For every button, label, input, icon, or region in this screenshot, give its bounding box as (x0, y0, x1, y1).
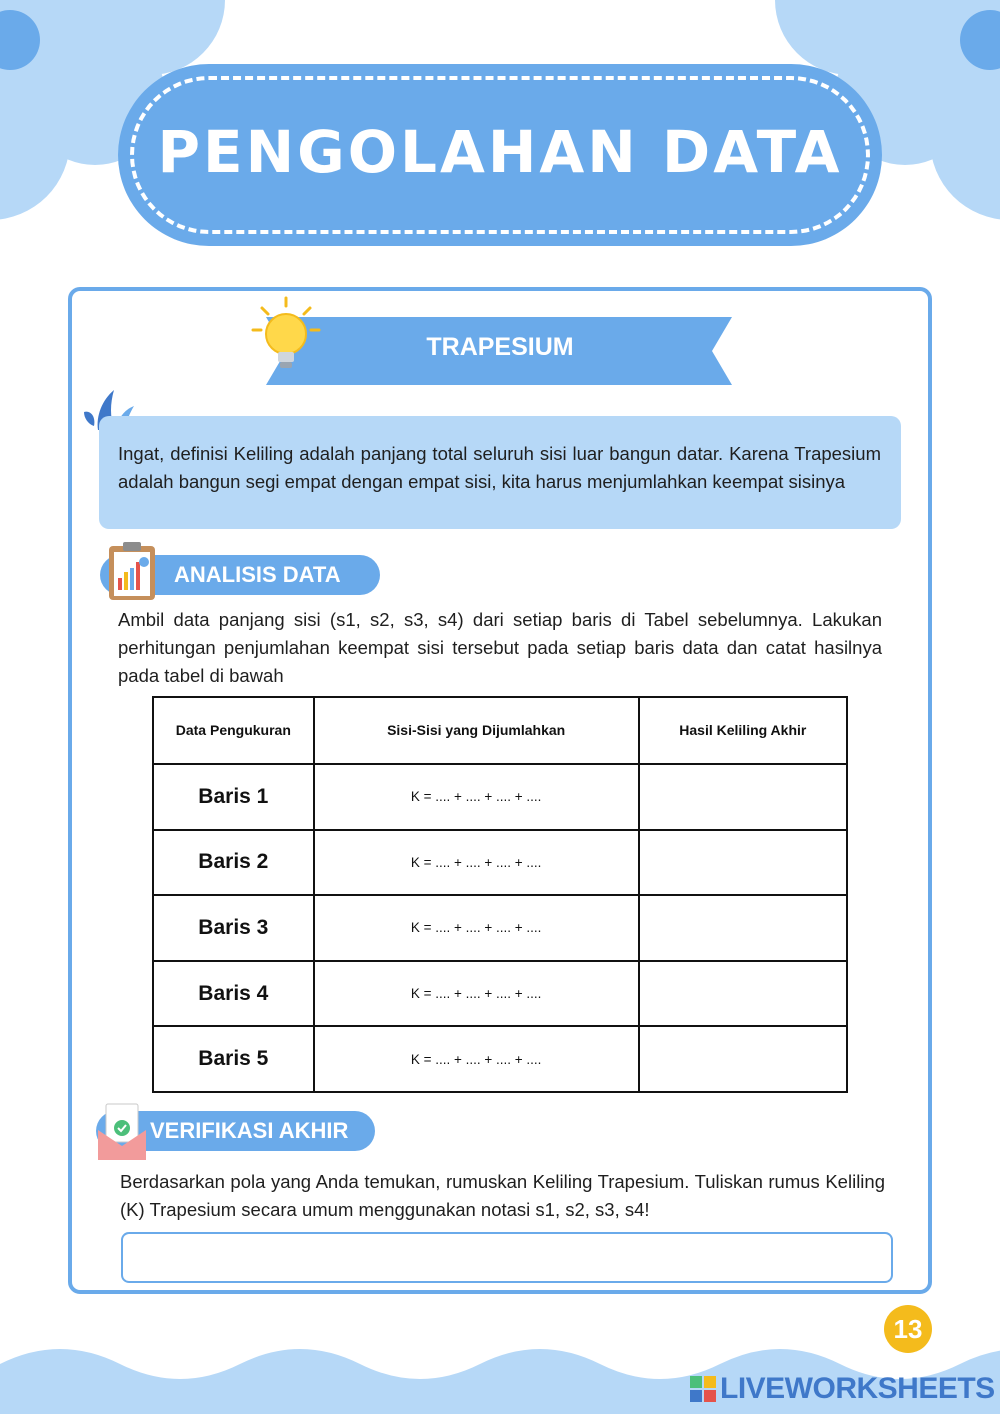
verification-envelope-icon (96, 1100, 148, 1162)
liveworksheets-logo-icon (690, 1376, 716, 1402)
row-label: Baris 3 (153, 895, 314, 961)
header-data-pengukuran: Data Pengukuran (153, 697, 314, 764)
section-header-analisis: ANALISIS DATA (100, 555, 380, 595)
row-label: Baris 2 (153, 830, 314, 896)
result-input-cell[interactable] (639, 961, 847, 1027)
info-text: Ingat, definisi Keliling adalah panjang total seluruh sisi luar bangun datar. Karena Trapesium adalah bangun segi empat dengan empat sisi, kita harus menjumlahkan keempat sisinya (118, 443, 881, 492)
result-input-cell[interactable] (639, 895, 847, 961)
table-row (153, 895, 847, 961)
brand-footer (690, 1372, 995, 1406)
page-number-badge: 13 (884, 1305, 932, 1353)
verifikasi-instructions: Berdasarkan pola yang Anda temukan, rumuskan Keliling Trapesium. Tuliskan rumus Keliling (K) Trapesium secara umum menggunakan notasi s1, s2, s3, s4! (120, 1171, 885, 1220)
perimeter-table (152, 696, 848, 1093)
row-label: Baris 4 (153, 961, 314, 1027)
answer-input[interactable] (121, 1232, 893, 1283)
table-row (153, 830, 847, 896)
row-label: Baris 1 (153, 764, 314, 830)
formula-cell: K = .... + .... + .... + .... (314, 764, 639, 830)
table-row (153, 1026, 847, 1092)
table-row (153, 764, 847, 830)
clipboard-chart-icon (105, 540, 159, 602)
header-sisi-dijumlahkan: Sisi-Sisi yang Dijumlahkan (314, 697, 639, 764)
info-box (99, 416, 901, 529)
table-row (153, 961, 847, 1027)
table-header-row (153, 697, 847, 764)
result-input-cell[interactable] (639, 1026, 847, 1092)
row-label: Baris 5 (153, 1026, 314, 1092)
page-title: PENGOLAHAN DATA (157, 118, 843, 186)
brand-name: LIVEWORKSHEETS (720, 1372, 995, 1405)
formula-cell: K = .... + .... + .... + .... (314, 961, 639, 1027)
header-hasil-keliling: Hasil Keliling Akhir (639, 697, 847, 764)
formula-cell: K = .... + .... + .... + .... (314, 830, 639, 896)
formula-cell: K = .... + .... + .... + .... (314, 895, 639, 961)
result-input-cell[interactable] (639, 764, 847, 830)
result-input-cell[interactable] (639, 830, 847, 896)
topic-label: TRAPESIUM (426, 333, 574, 361)
analisis-instructions: Ambil data panjang sisi (s1, s2, s3, s4) dari setiap baris di Tabel sebelumnya. Lakukan perhitungan penjumlahan keempat sisi tersebut pada setiap baris data dan catat hasilnya pada tabel di bawah (118, 609, 882, 686)
section-header-verifikasi: VERIFIKASI AKHIR (96, 1111, 375, 1151)
formula-cell: K = .... + .... + .... + .... (314, 1026, 639, 1092)
